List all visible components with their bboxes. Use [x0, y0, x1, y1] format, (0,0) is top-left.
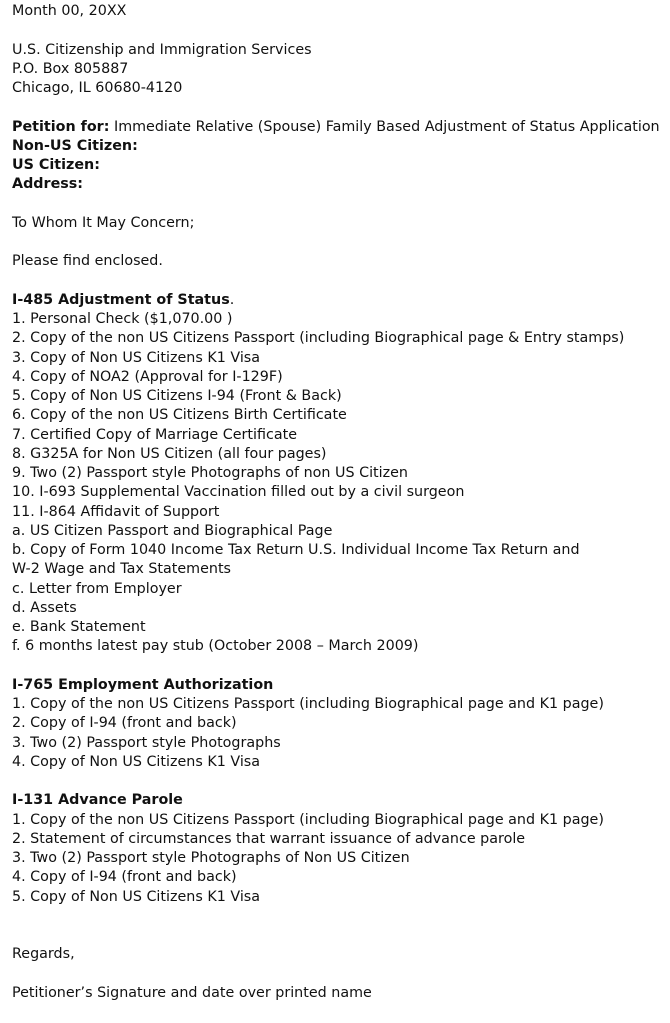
i485-heading: [12, 291, 670, 310]
list-item: 2. Statement of circumstances that warrant issuance of advance parole: [12, 830, 526, 847]
list-item: 4. Copy of Non US Citizens K1 Visa: [12, 753, 261, 770]
list-item: 3. Copy of Non US Citizens K1 Visa: [12, 349, 261, 366]
list-item: 1. Copy of the non US Citizens Passport (including Biographical page and K1 page): [12, 811, 604, 828]
i485-title: I-485 Adjustment of Status: [12, 291, 230, 308]
address-label: Address:: [12, 176, 84, 193]
spacer: [12, 657, 670, 676]
i485-section: [12, 291, 670, 657]
spacer: [12, 233, 670, 252]
spacer: [12, 965, 670, 984]
spacer: [12, 21, 670, 40]
list-item: 2. Copy of I-94 (front and back): [12, 715, 237, 732]
list-item: 10. I-693 Supplemental Vaccination filled out by a civil surgeon: [12, 484, 465, 501]
petition-for-value: Immediate Relative (Spouse) Family Based Adjustment of Status Application: [109, 118, 660, 135]
list-item: a. US Citizen Passport and Biographical Page: [12, 522, 333, 539]
list-item: c. Letter from Employer: [12, 580, 182, 597]
intro-text: Please find enclosed.: [12, 253, 163, 270]
list-item: b. Copy of Form 1040 Income Tax Return U.S. Individual Income Tax Return and: [12, 542, 580, 558]
list-item: 8. G325A for Non US Citizen (all four pages): [12, 445, 327, 462]
i765-section: [12, 676, 670, 772]
recipient-name: U.S. Citizenship and Immigration Services: [12, 41, 312, 58]
spacer: [12, 195, 670, 214]
list-item: d. Assets: [12, 599, 77, 616]
i485-title-suffix: .: [229, 291, 235, 308]
i131-section: [12, 791, 670, 907]
list-item: 3. Two (2) Passport style Photographs of Non US Citizen: [12, 850, 410, 866]
salutation: To Whom It May Concern;: [12, 214, 195, 231]
signature-line: Petitioner’s Signature and date over printed name: [12, 984, 372, 1001]
list-item: 5. Copy of Non US Citizens K1 Visa: [12, 888, 261, 905]
list-item: 5. Copy of Non US Citizens I-94 (Front & Back): [12, 388, 342, 404]
recipient-address: [12, 41, 670, 99]
letter-date: Month 00, 20XX: [12, 3, 127, 19]
petition-details: [12, 118, 670, 195]
list-item: 7. Certified Copy of Marriage Certificate: [12, 426, 297, 443]
list-item: W-2 Wage and Tax Statements: [12, 561, 232, 578]
list-item: 11. I-864 Affidavit of Support: [12, 503, 220, 520]
list-item: 3. Two (2) Passport style Photographs: [12, 734, 281, 751]
spacer: [12, 98, 670, 117]
list-item: 2. Copy of the non US Citizens Passport (including Biographical page & Entry stamps): [12, 330, 625, 347]
list-item: e. Bank Statement: [12, 619, 146, 635]
spacer: [12, 926, 670, 945]
list-item: 1. Copy of the non US Citizens Passport (including Biographical page and K1 page): [12, 696, 604, 712]
list-item: 1. Personal Check ($1,070.00 ): [12, 311, 233, 327]
non-us-citizen-label: Non-US Citizen:: [12, 137, 138, 154]
list-item: f. 6 months latest pay stub (October 2008 – March 2009): [12, 638, 419, 655]
list-item: 4. Copy of NOA2 (Approval for I-129F): [12, 368, 283, 385]
i765-title: I-765 Employment Authorization: [12, 676, 274, 693]
spacer: [12, 772, 670, 791]
recipient-city: Chicago, IL 60680-4120: [12, 80, 183, 96]
list-item: 9. Two (2) Passport style Photographs of non US Citizen: [12, 465, 408, 481]
i131-title: I-131 Advance Parole: [12, 792, 183, 809]
closing: Regards,: [12, 946, 75, 963]
spacer: [12, 272, 670, 291]
spacer: [12, 907, 670, 926]
petition-for-line: [12, 118, 670, 137]
list-item: 6. Copy of the non US Citizens Birth Certificate: [12, 407, 347, 424]
us-citizen-label: US Citizen:: [12, 157, 100, 173]
petition-for-label: Petition for:: [12, 118, 110, 135]
recipient-box: P.O. Box 805887: [12, 60, 129, 77]
list-item: 4. Copy of I-94 (front and back): [12, 869, 237, 886]
